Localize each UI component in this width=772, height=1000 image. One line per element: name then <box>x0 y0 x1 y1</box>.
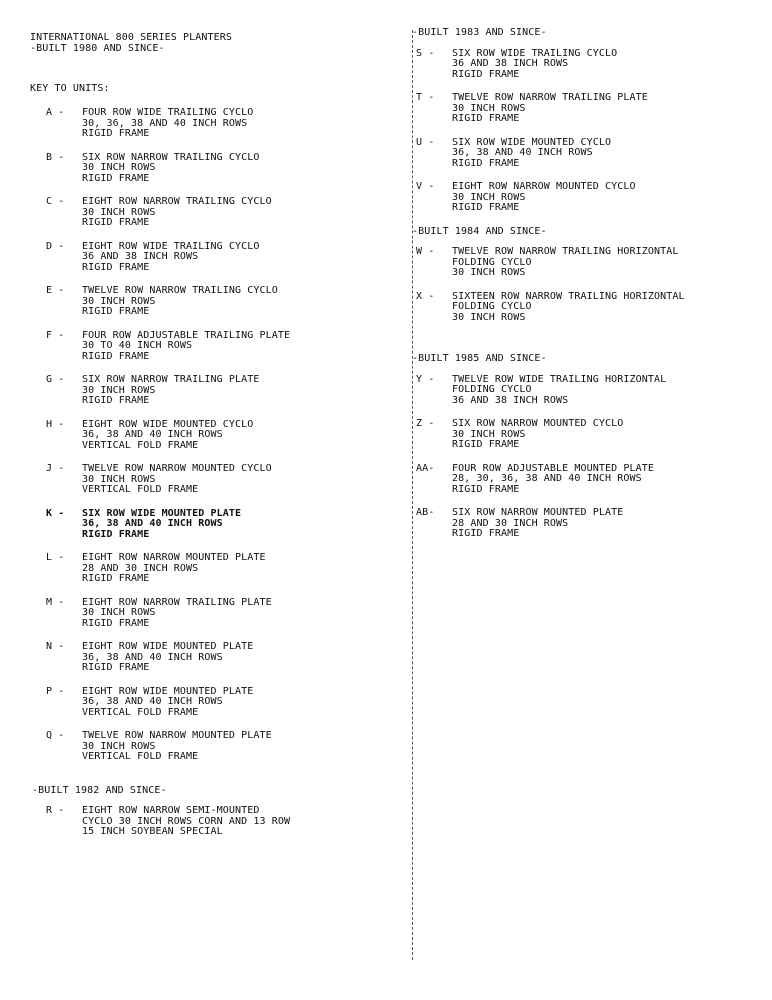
unit-description <box>82 642 406 674</box>
unit-description-line: VERTICAL FOLD FRAME <box>82 439 199 451</box>
unit-description-line: TWELVE ROW NARROW TRAILING PLATE <box>452 92 648 103</box>
unit-description-line: RIGID FRAME <box>82 172 150 184</box>
unit-entry-n <box>46 642 406 674</box>
unit-description <box>82 197 406 229</box>
unit-description-line: TWELVE ROW NARROW TRAILING HORIZONTAL <box>452 246 679 257</box>
unit-description-line: SIX ROW WIDE TRAILING CYCLO <box>452 47 618 59</box>
unit-description-line: 36, 38 AND 40 INCH ROWS <box>452 147 593 158</box>
unit-description <box>82 375 406 407</box>
unit-description <box>452 247 766 279</box>
unit-description-line: 30 INCH ROWS <box>82 607 156 618</box>
unit-description <box>452 49 766 81</box>
built-1982-heading: -BUILT 1982 AND SINCE- <box>32 784 167 796</box>
unit-entry-v <box>416 182 766 214</box>
unit-description-line: TWELVE ROW NARROW TRAILING CYCLO <box>82 285 278 296</box>
unit-description-line: RIGID FRAME <box>82 395 150 406</box>
unit-entry-d <box>46 242 406 274</box>
unit-description-line: EIGHT ROW WIDE TRAILING CYCLO <box>82 240 260 252</box>
unit-description <box>82 806 406 838</box>
unit-description-line: EIGHT ROW NARROW SEMI-MOUNTED <box>82 805 260 816</box>
unit-description-line: 30 INCH ROWS <box>452 311 526 323</box>
unit-description-line: SIX ROW WIDE MOUNTED PLATE <box>82 507 242 519</box>
unit-letter: M - <box>46 596 65 608</box>
unit-description-line: 36, 38 AND 40 INCH ROWS <box>82 429 223 440</box>
unit-description-line: 28 AND 30 INCH ROWS <box>82 562 199 574</box>
unit-description-line: SIX ROW NARROW MOUNTED PLATE <box>452 507 624 518</box>
unit-description-line: FOUR ROW ADJUSTABLE TRAILING PLATE <box>82 329 291 341</box>
document-title: INTERNATIONAL 800 SERIES PLANTERS <box>30 32 232 43</box>
unit-description-line: RIGID FRAME <box>82 261 150 273</box>
unit-letter: D - <box>46 240 65 252</box>
unit-description-line: SIX ROW NARROW MOUNTED CYCLO <box>452 418 624 429</box>
unit-description-line: RIGID FRAME <box>82 528 150 540</box>
unit-description-line: RIGID FRAME <box>82 217 150 228</box>
unit-description <box>452 464 766 496</box>
built-1985-heading: -BUILT 1985 AND SINCE- <box>412 353 547 364</box>
unit-letter: U - <box>416 136 435 148</box>
unit-letter: F - <box>46 329 65 341</box>
unit-description-line: SIX ROW NARROW TRAILING CYCLO <box>82 151 260 163</box>
unit-description-line: RIGID FRAME <box>452 202 520 213</box>
unit-description-line: FOLDING CYCLO <box>452 256 532 268</box>
unit-description-line: RIGID FRAME <box>82 573 150 584</box>
unit-description <box>82 108 406 140</box>
unit-entry-s <box>416 49 766 81</box>
unit-entry-w <box>416 247 766 279</box>
unit-description-line: 36, 38 AND 40 INCH ROWS <box>82 696 223 707</box>
unit-entry-r <box>46 806 406 838</box>
unit-description <box>82 420 406 452</box>
key-to-units-heading: KEY TO UNITS: <box>30 83 110 94</box>
unit-description-line: EIGHT ROW NARROW TRAILING PLATE <box>82 596 272 608</box>
unit-letter: K - <box>46 507 65 519</box>
unit-description-line: RIGID FRAME <box>452 68 520 80</box>
unit-entry-ab <box>416 508 766 540</box>
unit-letter: AA- <box>416 462 435 474</box>
unit-description <box>82 242 406 274</box>
unit-description <box>452 419 766 451</box>
unit-description-line: 30 INCH ROWS <box>452 428 526 440</box>
unit-description-line: RIGID FRAME <box>452 157 520 169</box>
unit-letter: T - <box>416 92 435 103</box>
unit-description-line: FOUR ROW ADJUSTABLE MOUNTED PLATE <box>452 462 654 474</box>
unit-letter: AB- <box>416 507 435 518</box>
unit-letter: L - <box>46 552 65 563</box>
unit-description-line: VERTICAL FOLD FRAME <box>82 751 199 762</box>
unit-entry-y <box>416 375 766 407</box>
unit-letter: B - <box>46 151 65 163</box>
unit-description-line: TWELVE ROW NARROW MOUNTED CYCLO <box>82 463 272 474</box>
unit-description <box>82 464 406 496</box>
unit-description <box>452 375 766 407</box>
unit-description-line: 30 TO 40 INCH ROWS <box>82 340 193 351</box>
document-header <box>30 33 390 54</box>
unit-description-line: 30 INCH ROWS <box>452 191 526 203</box>
unit-entry-a <box>46 108 406 140</box>
unit-description-line: 36, 38 AND 40 INCH ROWS <box>82 651 223 663</box>
unit-letter: E - <box>46 285 65 296</box>
unit-description-line: RIGID FRAME <box>452 483 520 495</box>
unit-description-line: TWELVE ROW WIDE TRAILING HORIZONTAL <box>452 373 667 385</box>
unit-description-line: 30 INCH ROWS <box>82 384 156 396</box>
unit-letter: P - <box>46 685 65 697</box>
unit-entry-q <box>46 731 406 763</box>
unit-description-line: RIGID FRAME <box>452 439 520 450</box>
unit-description-line: FOLDING CYCLO <box>452 301 532 312</box>
unit-letter: Z - <box>416 418 435 429</box>
unit-entry-c <box>46 197 406 229</box>
unit-description-line: FOLDING CYCLO <box>452 384 532 395</box>
unit-description-line: VERTICAL FOLD FRAME <box>82 706 199 718</box>
unit-description-line: VERTICAL FOLD FRAME <box>82 484 199 495</box>
unit-description-line: SIXTEEN ROW NARROW TRAILING HORIZONTAL <box>452 290 685 302</box>
unit-description-line: 36, 38 AND 40 INCH ROWS <box>82 518 223 529</box>
unit-description-line: 30 INCH ROWS <box>82 162 156 173</box>
unit-description <box>82 286 406 318</box>
built-1980-heading: -BUILT 1980 AND SINCE- <box>30 42 165 54</box>
unit-entry-l <box>46 553 406 585</box>
unit-description-line: 30, 36, 38 AND 40 INCH ROWS <box>82 117 248 129</box>
unit-letter: G - <box>46 374 65 385</box>
unit-description-line: RIGID FRAME <box>82 306 150 317</box>
unit-description <box>452 292 766 324</box>
unit-description-line: RIGID FRAME <box>82 617 150 629</box>
unit-letter: A - <box>46 107 65 118</box>
unit-description-line: EIGHT ROW WIDE MOUNTED PLATE <box>82 685 254 697</box>
unit-list-1980 <box>46 108 406 763</box>
unit-list-1985 <box>416 375 766 540</box>
unit-description-line: EIGHT ROW NARROW MOUNTED PLATE <box>82 552 266 563</box>
unit-description-line: 30 INCH ROWS <box>82 206 156 218</box>
unit-entry-m <box>46 598 406 630</box>
unit-description-line: SIX ROW NARROW TRAILING PLATE <box>82 374 260 385</box>
unit-description <box>82 731 406 763</box>
unit-description-line: EIGHT ROW NARROW MOUNTED CYCLO <box>452 181 636 192</box>
unit-description <box>452 508 766 540</box>
unit-entry-j <box>46 464 406 496</box>
unit-letter: S - <box>416 47 435 59</box>
unit-entry-z <box>416 419 766 451</box>
unit-entry-g <box>46 375 406 407</box>
unit-entry-k <box>46 509 406 541</box>
unit-list-1984 <box>416 247 766 323</box>
left-column <box>32 107 406 851</box>
unit-description <box>452 182 766 214</box>
unit-description-line: EIGHT ROW NARROW TRAILING CYCLO <box>82 196 272 207</box>
unit-entry-u <box>416 138 766 170</box>
unit-description-line: 30 INCH ROWS <box>82 740 156 752</box>
unit-description <box>82 687 406 719</box>
unit-description-line: TWELVE ROW NARROW MOUNTED PLATE <box>82 730 272 741</box>
unit-entry-f <box>46 331 406 363</box>
unit-list-1983 <box>416 49 766 214</box>
unit-letter: Q - <box>46 730 65 741</box>
unit-description <box>82 598 406 630</box>
unit-description <box>82 509 406 541</box>
unit-description-line: FOUR ROW WIDE TRAILING CYCLO <box>82 107 254 118</box>
unit-description-line: EIGHT ROW WIDE MOUNTED CYCLO <box>82 418 254 430</box>
unit-description <box>82 553 406 585</box>
unit-letter: V - <box>416 181 435 192</box>
unit-description-line: 28 AND 30 INCH ROWS <box>452 517 569 529</box>
unit-description-line: CYCLO 30 INCH ROWS CORN AND 13 ROW <box>82 815 291 827</box>
unit-description-line: 15 INCH SOYBEAN SPECIAL <box>82 826 223 837</box>
unit-description <box>82 153 406 185</box>
unit-description-line: 36 AND 38 INCH ROWS <box>452 394 569 406</box>
unit-description-line: 30 INCH ROWS <box>82 473 156 485</box>
right-column <box>412 27 766 553</box>
built-1983-heading: -BUILT 1983 AND SINCE- <box>412 27 547 38</box>
unit-description-line: EIGHT ROW WIDE MOUNTED PLATE <box>82 641 254 652</box>
unit-letter: R - <box>46 805 65 816</box>
unit-letter: Y - <box>416 373 435 385</box>
unit-letter: W - <box>416 246 435 257</box>
unit-description-line: RIGID FRAME <box>82 662 150 673</box>
unit-entry-p <box>46 687 406 719</box>
unit-description-line: 28, 30, 36, 38 AND 40 INCH ROWS <box>452 473 642 484</box>
unit-description <box>452 93 766 125</box>
built-1984-heading: -BUILT 1984 AND SINCE- <box>412 225 547 237</box>
unit-entry-b <box>46 153 406 185</box>
unit-description-line: SIX ROW WIDE MOUNTED CYCLO <box>452 136 612 148</box>
unit-description <box>452 138 766 170</box>
unit-description-line: 36 AND 38 INCH ROWS <box>452 58 569 69</box>
unit-entry-h <box>46 420 406 452</box>
unit-description-line: RIGID FRAME <box>82 128 150 139</box>
unit-letter: N - <box>46 641 65 652</box>
unit-entry-t <box>416 93 766 125</box>
unit-entry-e <box>46 286 406 318</box>
unit-description-line: RIGID FRAME <box>82 350 150 362</box>
column-divider <box>412 30 413 960</box>
unit-entry-aa <box>416 464 766 496</box>
unit-description-line: RIGID FRAME <box>452 113 520 124</box>
unit-description-line: 30 INCH ROWS <box>82 295 156 307</box>
unit-description-line: 36 AND 38 INCH ROWS <box>82 251 199 262</box>
unit-letter: C - <box>46 196 65 207</box>
unit-description-line: 30 INCH ROWS <box>452 102 526 114</box>
unit-description <box>82 331 406 363</box>
unit-description-line: RIGID FRAME <box>452 528 520 539</box>
unit-letter: X - <box>416 290 435 302</box>
unit-description-line: 30 INCH ROWS <box>452 267 526 278</box>
unit-letter: J - <box>46 463 65 474</box>
unit-entry-x <box>416 292 766 324</box>
unit-letter: H - <box>46 418 65 430</box>
